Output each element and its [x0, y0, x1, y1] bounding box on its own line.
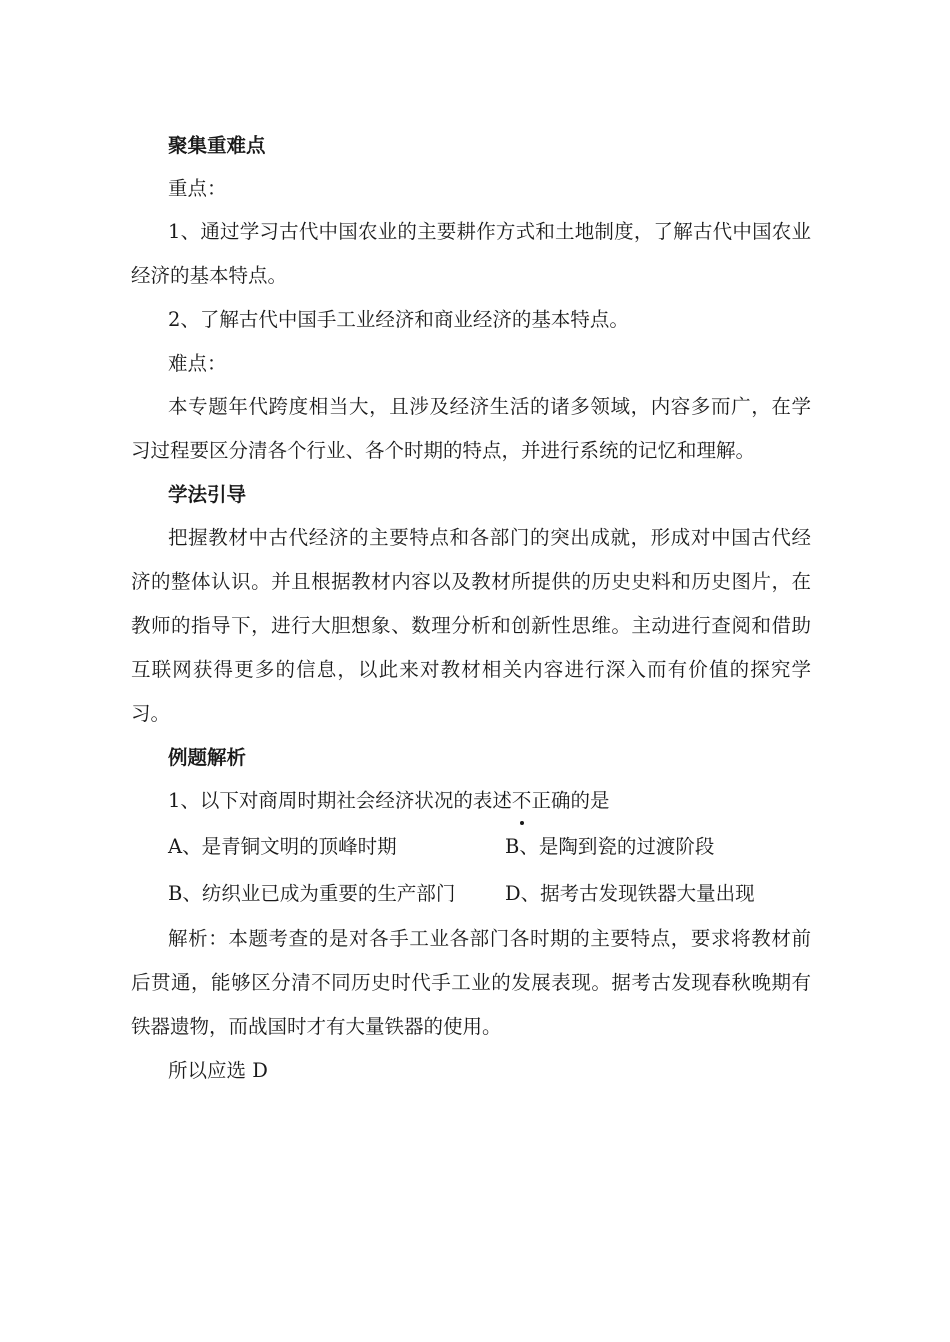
focus-label: 重点：	[168, 177, 227, 200]
option-b-second: B、纺织业已成为重要的生产部门	[168, 882, 456, 905]
section-title-method: 学法引导	[168, 483, 247, 506]
section-title-example: 例题解析	[168, 746, 247, 769]
difficulty-label: 难点：	[168, 352, 227, 375]
difficulty-text: 本专题年代跨度相当大，且涉及经济生活的诸多领域，内容多而广，在学习过程要区分清各个行业、各个时期的特点，并进行系统的记忆和理解。	[131, 395, 811, 462]
focus-item-2: 2、了解古代中国手工业经济和商业经济的基本特点。	[168, 308, 629, 331]
method-text: 把握教材中古代经济的主要特点和各部门的突出成就，形成对中国古代经济的整体认识。并且根据教材内容以及教材所提供的历史史料和历史图片，在教师的指导下，进行大胆想象、数理分析和创新性思维。主动进行查阅和借助互联网获得更多的信息，以此来对教材相关内容进行深入而有价值的探究学习。	[131, 526, 811, 725]
options-row-1	[131, 823, 811, 870]
option-d: D、据考古发现铁器大量出现	[505, 882, 755, 905]
question-text-before: 1、以下对商周时期社会经济状况的表述	[168, 789, 512, 812]
question-text-after: 正确的是	[531, 789, 610, 812]
options-row-2	[131, 870, 811, 917]
focus-item-1: 1、通过学习古代中国农业的主要耕作方式和土地制度，了解古代中国农业经济的基本特点。	[131, 220, 811, 287]
section-title-key-points: 聚集重难点	[168, 134, 266, 157]
option-a: A、是青铜文明的顶峰时期	[168, 835, 397, 858]
document-page	[131, 124, 811, 1093]
answer-text: 所以应选 D	[168, 1059, 268, 1082]
example-question	[131, 779, 811, 823]
option-b-first: B、是陶到瓷的过渡阶段	[505, 835, 715, 858]
question-emphasis-mark: 不	[512, 779, 532, 823]
analysis-text: 解析：本题考查的是对各手工业各部门各时期的主要特点，要求将教材前后贯通，能够区分清不同历史时代手工业的发展表现。据考古发现春秋晚期有铁器遗物，而战国时才有大量铁器的使用。	[131, 927, 811, 1038]
